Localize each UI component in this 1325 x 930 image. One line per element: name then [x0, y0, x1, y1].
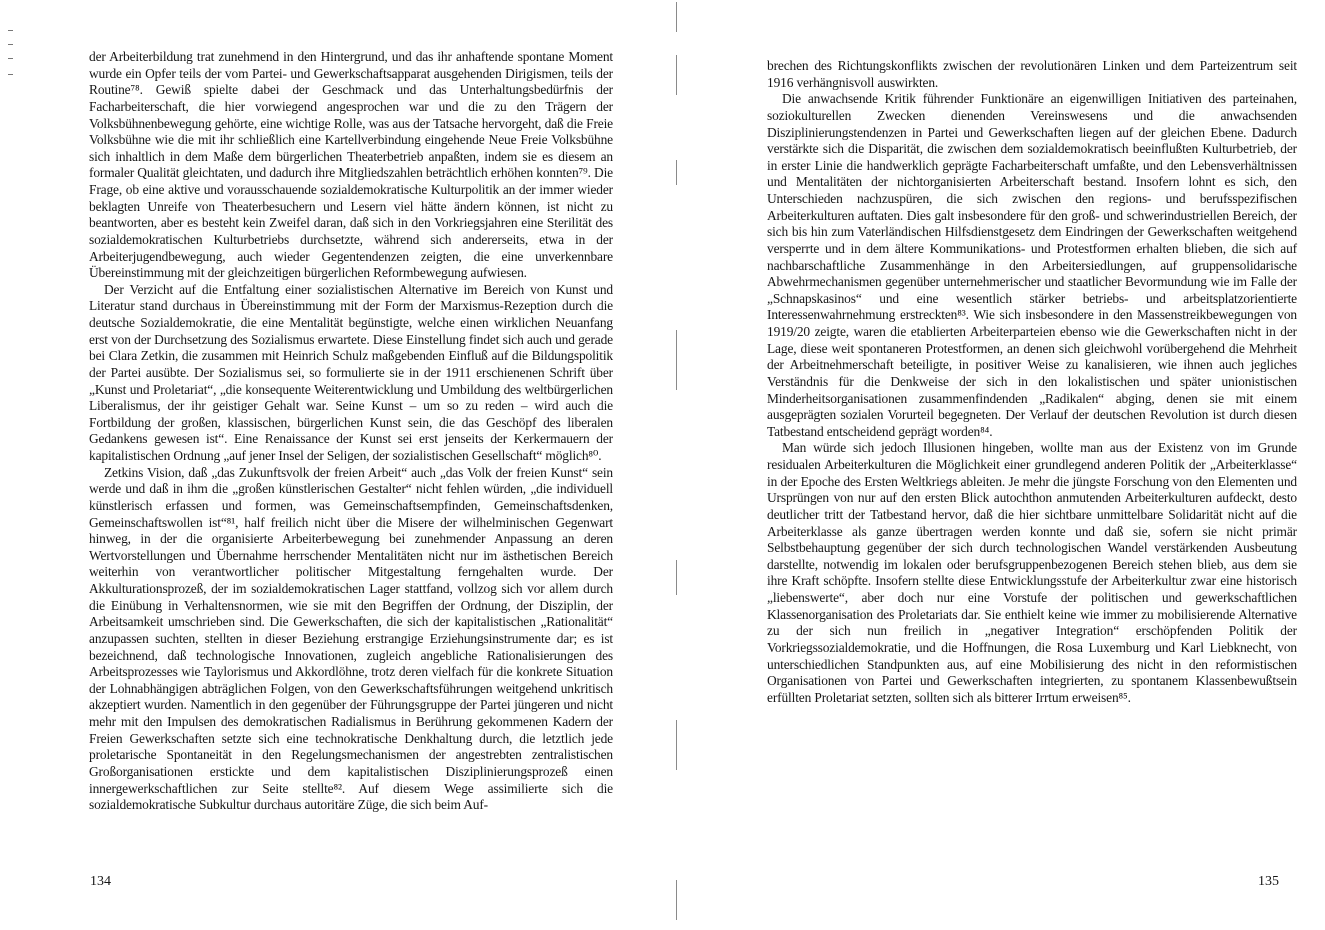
paragraph: der Arbeiterbildung trat zunehmend in den Hintergrund, und das ihr anhaftende spontane Moment wurde ein Opfer teils der vom Partei- und Gewerkschaftsapparat ausgehenden Dirigismen, teils der Routine⁷⁸. Gewiß spielte dabei der Geschmack und das Unterhaltungsbedürfnis der Facharbeiterschaft, die hier vorwiegend angesprochen war und die zu den Trägern der Volksbühnenbewegung gehörte, eine wichtige Rolle, was aus der Tatsache hervorgeht, daß die Freie Volksbühne wie die mit ihr schließlich eine Kartellverbindung eingehende Neue Freie Volksbühne sich inhaltlich in dem Maße dem bürgerlichen Theaterbetrieb anpaßten, indem sie es diesem an formaler Qualität gleichtaten, und dadurch ihre Mitgliedszahlen beträchtlich erhöhen konnten⁷⁹. Die Frage, ob eine aktive und vorausschauende sozialdemokratische Kulturpolitik an der immer wieder beklagten Unreife von Theaterbesuchern und Lesern viel hätte ändern können, ist nicht zu beantworten, aber es besteht kein Zweifel daran, daß sich in den Vorkriegsjahren eine Sterilität des sozialdemokratischen Kulturbetriebs durchsetzte, während sich andererseits, etwa in der Arbeiterjugendbewegung, auch wieder Gegentendenzen zeigten, die eine unverkennbare Übereinstimmung mit der gleichzeitigen bürgerlichen Reformbewegung aufwiesen.: [89, 49, 613, 281]
paragraph: Der Verzicht auf die Entfaltung einer sozialistischen Alternative im Bereich von Kunst und Literatur stand durchaus in Übereinstimmung mit der Form der Marxismus-Rezeption durch die deutsche Sozialdemokratie, die eine Mentalität begünstigte, welche einen wirklichen Neuanfang erst von der Durchsetzung des Sozialismus erwartete. Diese Einstellung findet sich auch und gerade bei Clara Zetkin, die zusammen mit Heinrich Schulz maßgebenden Einfluß auf die Bildungspolitik der Partei ausübte. Der Sozialismus sei, so formulierte sie in der 1911 erschienenen Schrift über „Kunst und Proletariat“, „die konsequente Weiterentwicklung und Umbildung des weltbürgerlichen Liberalismus, der ihr geistiger Gehalt war. Seine Kunst – um so zu reden – wird auch die Fortbildung der großen, klassischen, bürgerlichen Kunst sein, die das Geschöpf des liberalen Gedankens gewesen ist“. Eine Renaissance der Kunst sei erst jenseits der Kerkermauern der kapitalistischen Ordnung „auf jener Insel der Seligen, der sozialistischen Gesellschaft“ möglich⁸⁰.: [89, 281, 613, 463]
paragraph: brechen des Richtungskonflikts zwischen der revolutionären Linken und dem Parteizentrum seit 1916 verhängnisvoll auswirkten.: [767, 58, 1297, 90]
paragraph: Man würde sich jedoch Illusionen hingeben, wollte man aus der Existenz von im Grunde residualen Arbeiterkulturen die Möglichkeit einer grundlegend anderen Politik der „Arbeiterklasse“ in der Epoche des Ersten Weltkriegs ableiten. Je mehr die jüngste Forschung von den Elementen und Ursprüngen von nur auf den ersten Blick autochthon anmutenden Arbeiterkulturen aufdeckt, desto deutlicher tritt der Tatbestand hervor, daß die hier sichtbare unmittelbare Solidarität nicht auf die Arbeiterklasse als ganze übertragen werden konnte und daß sie, sofern sie nicht primär Selbstbehauptung gegenüber der sich durch technologischen Wandel verstärkenden Ausbeutung darstellte, notwendig im lokalen oder berufsgruppenbezogenen Bereich stehen blieb, aus dem sie ihre Kraft schöpfte. Insofern stellte diese Entwicklungsstufe der Arbeiterkultur zwar eine historisch „liebenswerte“, aber doch nur eine Vorstufe der politischen und gewerkschaftlichen Klassenorganisation des Proletariats dar. Sie enthielt keine wie immer zu mobilisierende Alternative zu der sich nun freilich in „negativer Integration“ erschöpfenden Politik der Vorkriegssozialdemokratie, und die Hoffnungen, die Rosa Luxemburg und Karl Liebknecht, von unterschiedlichen Standpunkten aus, auf eine Mobilisierung des nicht in den reformistischen Organisationen von Partei und Gewerkschaften integrierten, zu spontanem Klassenbewußtsein erfüllten Proletariat setzten, sollten sich als bitterer Irrtum erweisen⁸⁵.: [767, 440, 1297, 705]
paragraph: Die anwachsende Kritik führender Funktionäre an eigenwilligen Initiativen des parteinahen, soziokulturellen Zwecken dienenden Vereinswesens und die anwachsenden Disziplinierungstendenzen in Partei und Gewerkschaften liegen auf der gleichen Ebene. Dadurch verstärkte sich die Disparität, die zwischen dem sozialdemokratisch beeinflußten Kulturbetrieb, der in erster Linie die handwerklich geprägte Facharbeiterschaft umfaßte, und den Lebensverhältnissen und Mentalitäten der nichtorganisierten Arbeiterschaft bestand. Insofern lohnt es sich, den Unterschieden nachzuspüren, die sich zwischen den regions- und berufsspezifischen Arbeiterkulturen auftaten. Dies galt insbesondere für den groß- und schwerindustriellen Bereich, der sich bis hin zum Vaterländischen Hilfsdienstgesetz dem Eindringen der Gewerkschaften weitgehend versperrte und in dem ältere Kommunikations- und Protestformen erhalten blieben, die sich auf nachbarschaftliche Zusammenhänge in den Arbeitersiedlungen, auf gruppensolidarische Abwehrmechanismen gegenüber unternehmerischer und staatlicher Bevormundung wie im Falle der „Schnapskasinos“ und eine wesentlich stärker betriebs- und arbeitsplatzorientierte Interessenwahrnehmung erstreckten⁸³. Wie sich insbesondere in den Massenstreikbewegungen von 1919/20 zeigte, waren die etablierten Arbeiterparteien ebenso wie die Gewerkschaften nicht in der Lage, diese weit spontaneren Protestformen, an denen sich gleichwohl vorübergehend die Mehrheit der Arbeitnehmerschaft beteiligte, in positiver Weise zu kanalisieren, wie ihnen auch jegliches Verständnis für die Denkweise der sich in den lokalistischen und später unionistischen Minderheitsorganisationen zusammenfindenden „Radikalen“ abging, denen sie mit einem ausgeprägten sozialen Vorurteil begegneten. Der Verlauf der deutschen Revolution ist durch diesen Tatbestand entscheidend geprägt worden⁸⁴.: [767, 91, 1297, 439]
right-page: [663, 0, 1325, 930]
left-page-body: [89, 49, 613, 814]
page-number-left: 134: [90, 874, 111, 889]
right-page-body: [767, 58, 1297, 706]
page-number-right: 135: [1258, 874, 1279, 889]
left-page: [0, 0, 662, 930]
paragraph: Zetkins Vision, daß „das Zukunftsvolk der freien Arbeit“ auch „das Volk der freien Kunst“ sein werde und daß in ihm die „großen künstlerischen Gestalter“ nicht fehlen würden, „die individuell künstlerisch erfassen und formen, was Gemeinschaftsempfinden, Gemeinschaftsdenken, Gemeinschaftswollen ist“⁸¹, half freilich nicht über die Misere der wilhelminischen Gegenwart hinweg, in der die organisierte Arbeiterbewegung bei zunehmender Anpassung an deren Wertvorstellungen und Übernahme herrschender Mentalitäten nicht nur im ästhetischen Bereich weiterhin von verantwortlicher politischer Mitgestaltung ferngehalten wurde. Der Akkulturationsprozeß, der im sozialdemokratischen Lager stattfand, vollzog sich vor allem durch die Einübung in Verhaltensnormen, wie sie mit den Begriffen der Ordnung, der Disziplin, der Arbeitsamkeit umschrieben sind. Die Gewerkschaften, die sich der kapitalistischen „Rationalität“ anzupassen suchten, stellten in dieser Beziehung erstrangige Erziehungsinstrumente dar; es ist bezeichnend, daß technologische Innovationen, zugleich angebliche Rationalisierungen des Arbeitsprozesses wie Taylorismus und Akkordlöhne, trotz deren vielfach für die konkrete Situation der Lohnabhängigen abträglichen Folgen, von den Gewerkschaftsführungen weitgehend unkritisch akzeptiert wurden. Namentlich in den gegenüber der Führungsgruppe der Partei jüngeren und nicht mehr mit den Impulsen des demokratischen Radialismus in Berührung gekommenen Kadern der Freien Gewerkschaften setzte sich eine technokratische Denkhaltung durch, die letztlich jede proletarische Spontaneität in den Regelungsmechanismen der angestrebten zentralistischen Großorganisationen erstickte und dem kapitalistischen Disziplinierungsprozeß einen innergewerkschaftlichen zur Seite stellte⁸². Auf diesem Wege assimilierte sich die sozialdemokratische Subkultur durchaus autoritäre Züge, die sich beim Auf-: [89, 464, 613, 813]
